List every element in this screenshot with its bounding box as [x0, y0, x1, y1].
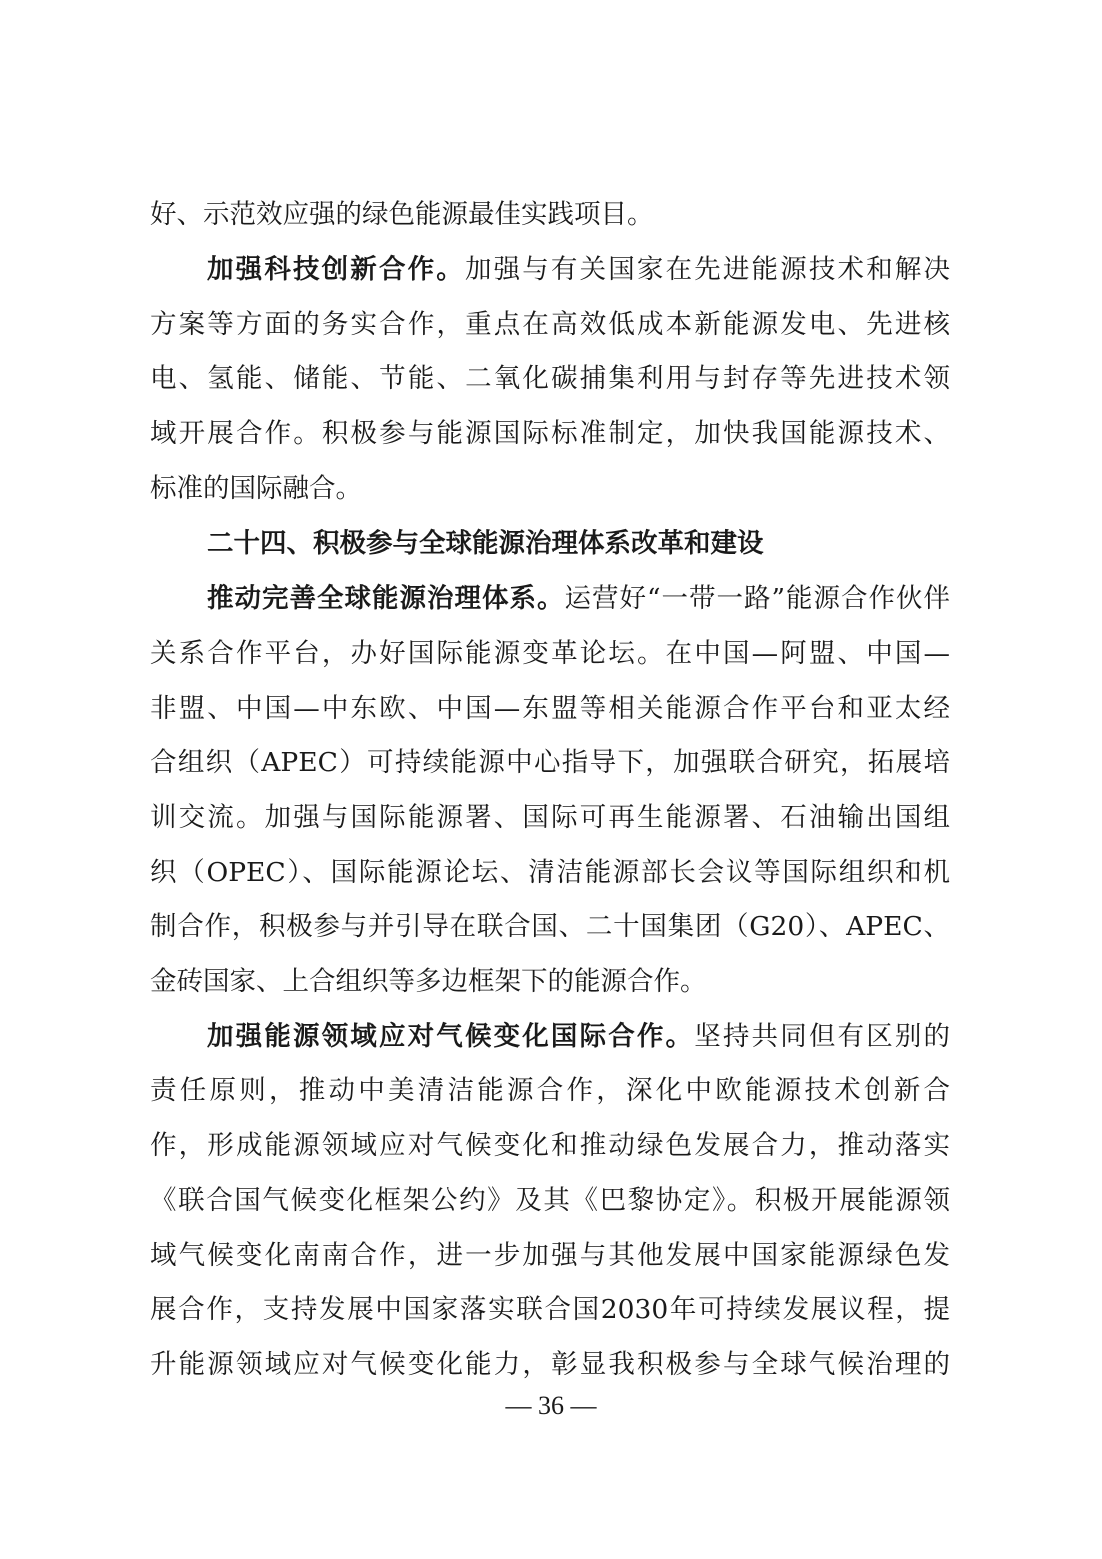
text-line	[150, 798, 950, 838]
paragraph-lead-line	[207, 579, 950, 619]
body-text: 《联合国气候变化框架公约》及其《巴黎协定》。积极开展能源领	[150, 1185, 950, 1216]
body-text: 合组织（APEC）可持续能源中心指导下，加强联合研究，拓展培	[150, 747, 950, 778]
body-text: 作，形成能源领域应对气候变化和推动绿色发展合力，推动落实	[150, 1130, 950, 1161]
text-line	[150, 689, 950, 729]
text-line	[150, 1345, 950, 1385]
body-text: 责任原则，推动中美清洁能源合作，深化中欧能源技术创新合	[150, 1075, 950, 1106]
page-number: — 36 —	[505, 1391, 597, 1420]
section-heading-text: 二十四、积极参与全球能源治理体系改革和建设	[207, 528, 764, 559]
text-line	[150, 1236, 950, 1276]
paragraph-lead: 加强科技创新合作。	[207, 254, 465, 285]
text-line	[150, 1290, 950, 1330]
body-text: 方案等方面的务实合作，重点在高效低成本新能源发电、先进核	[150, 309, 950, 340]
text-line	[150, 962, 950, 1002]
body-text: 织（OPEC）、国际能源论坛、清洁能源部长会议等国际组织和机	[150, 857, 950, 888]
body-text: 电、氢能、储能、节能、二氧化碳捕集利用与封存等先进技术领	[150, 363, 950, 394]
text-line	[150, 414, 950, 454]
text-line	[150, 469, 950, 509]
body-text: 训交流。加强与国际能源署、国际可再生能源署、石油输出国组	[150, 802, 950, 833]
paragraph-lead: 推动完善全球能源治理体系。	[207, 583, 565, 614]
body-text: 升能源领域应对气候变化能力，彰显我积极参与全球气候治理的	[150, 1349, 950, 1380]
body-text: 制合作，积极参与并引导在联合国、二十国集团（G20）、APEC、	[150, 911, 950, 942]
paragraph-lead-line	[207, 250, 950, 290]
text-line	[150, 907, 950, 947]
text-line	[150, 305, 950, 345]
body-text: 坚持共同但有区别的	[694, 1021, 951, 1052]
text-line	[150, 634, 950, 674]
body-text: 展合作，支持发展中国家落实联合国2030年可持续发展议程，提	[150, 1294, 950, 1325]
section-heading	[207, 524, 950, 564]
text-line	[150, 1071, 950, 1111]
text-line	[150, 1126, 950, 1166]
body-text: 运营好“一带一路”能源合作伙伴	[564, 583, 950, 614]
body-text: 金砖国家、上合组织等多边框架下的能源合作。	[150, 966, 707, 997]
body-text: 加强与有关国家在先进能源技术和解决	[464, 254, 951, 285]
text-line	[150, 359, 950, 399]
text-line	[150, 743, 950, 783]
body-text: 好、示范效应强的绿色能源最佳实践项目。	[150, 199, 654, 230]
text-line	[150, 853, 950, 893]
paragraph-lead-line	[207, 1017, 950, 1057]
paragraph-lead: 加强能源领域应对气候变化国际合作。	[207, 1021, 695, 1052]
body-text: 非盟、中国—中东欧、中国—东盟等相关能源合作平台和亚太经	[150, 693, 950, 724]
text-line	[150, 195, 950, 235]
body-text: 域气候变化南南合作，进一步加强与其他发展中国家能源绿色发	[150, 1240, 950, 1271]
body-text: 域开展合作。积极参与能源国际标准制定，加快我国能源技术、	[150, 418, 950, 449]
body-text: 关系合作平台，办好国际能源变革论坛。在中国—阿盟、中国—	[150, 638, 950, 669]
body-text: 标准的国际融合。	[150, 473, 362, 504]
text-line	[150, 1181, 950, 1221]
